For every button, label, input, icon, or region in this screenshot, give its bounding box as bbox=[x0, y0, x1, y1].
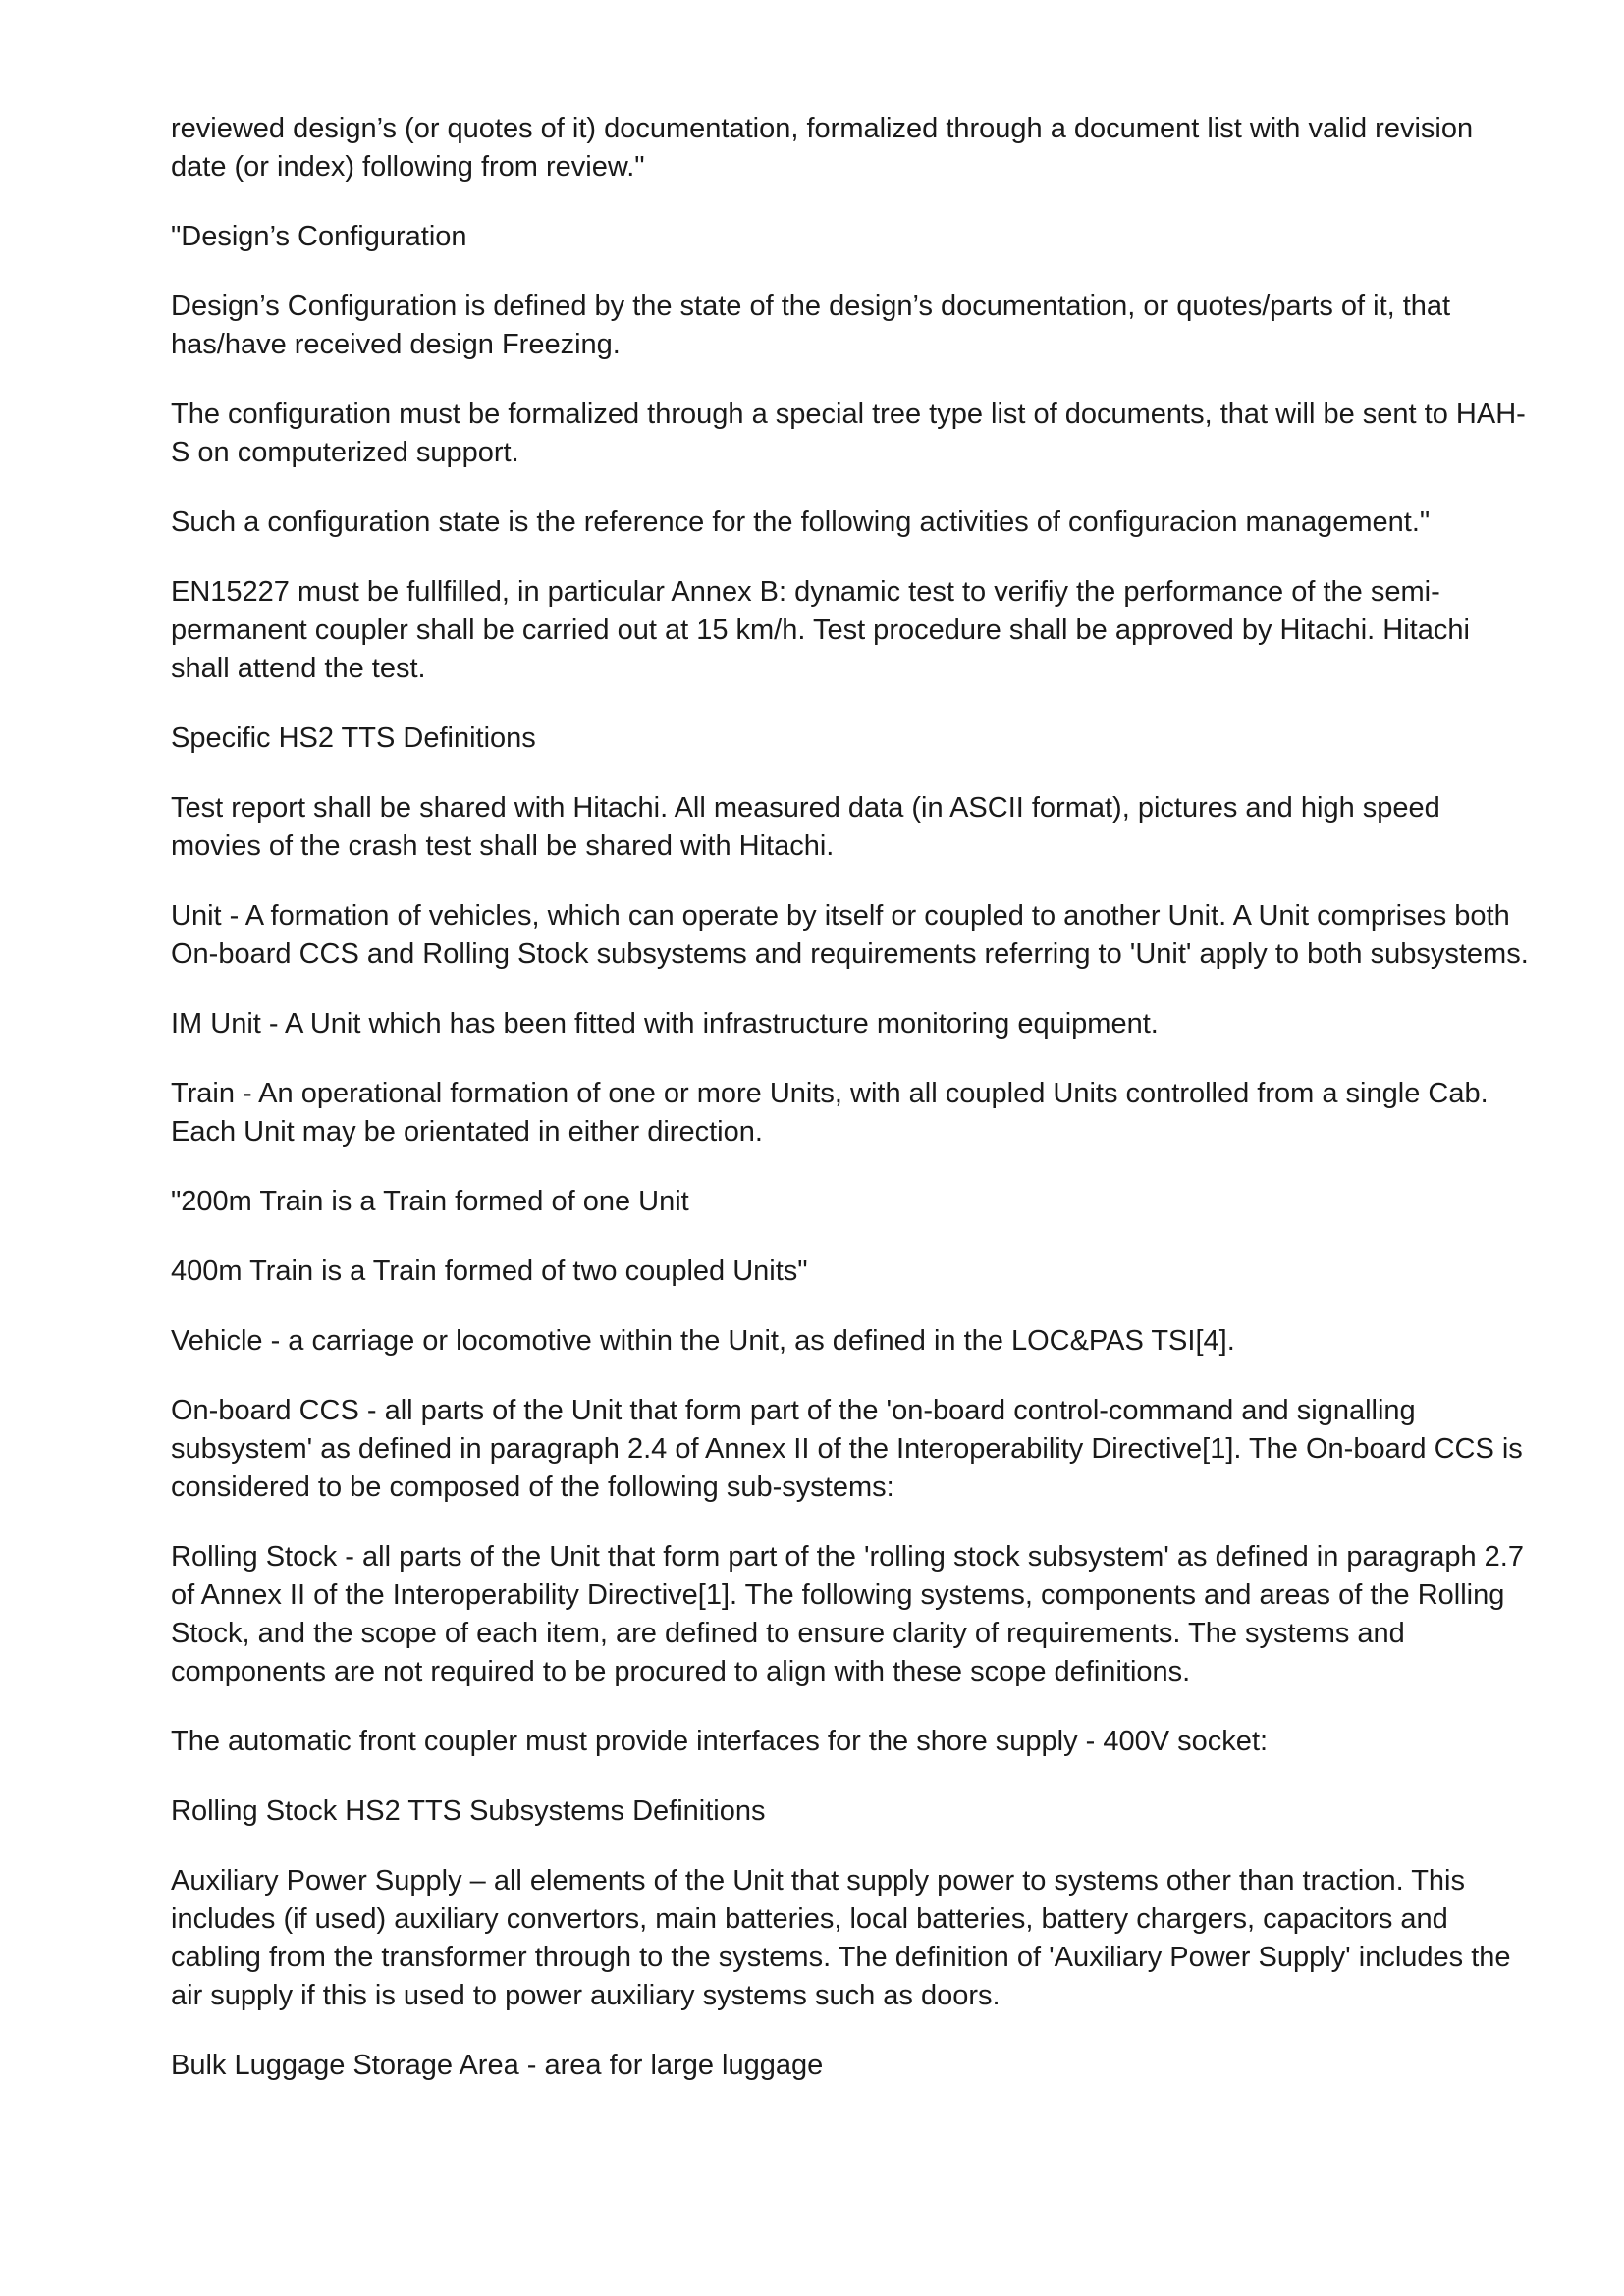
paragraph-200m-train: "200m Train is a Train formed of one Unit bbox=[171, 1186, 689, 1217]
document-page bbox=[171, 110, 1536, 2116]
paragraph-review-documentation: reviewed design’s (or quotes of it) documentation, formalized through a document list with valid revision date (or index) following from review." bbox=[171, 113, 1474, 183]
paragraph-configuration-formalized: The configuration must be formalized through a special tree type list of documents, that will be sent to HAH-S on computerized support. bbox=[171, 399, 1526, 468]
paragraph-design-configuration-definition: Design’s Configuration is defined by the state of the design’s documentation, or quotes/parts of it, that has/have received design Freezing. bbox=[171, 291, 1451, 360]
paragraph-auxiliary-power-supply: Auxiliary Power Supply – all elements of the Unit that supply power to systems other than traction. This includes (if used) auxiliary convertors, main batteries, local batteries, battery chargers, capacitors and cabling from the transformer through to the systems. The definition of 'Auxiliary Power Supply' includes the air supply if this is used to power auxiliary systems such as doors. bbox=[171, 1865, 1511, 2011]
paragraph-design-configuration-heading: "Design’s Configuration bbox=[171, 221, 467, 252]
paragraph-en15227: EN15227 must be fullfilled, in particular Annex B: dynamic test to verifiy the performance of the semi-permanent coupler shall be carried out at 15 km/h. Test procedure shall be approved by Hitachi. Hitachi shall attend the test. bbox=[171, 576, 1470, 684]
paragraph-vehicle-definition: Vehicle - a carriage or locomotive within the Unit, as defined in the LOC&PAS TSI[4]. bbox=[171, 1325, 1235, 1357]
paragraph-configuration-reference: Such a configuration state is the reference for the following activities of configuracion management." bbox=[171, 507, 1431, 538]
paragraph-onboard-ccs-definition: On-board CCS - all parts of the Unit that form part of the 'on-board control-command and signalling subsystem' as defined in paragraph 2.4 of Annex II of the Interoperability Directive[1]. The On-board CCS is considered to be composed of the following sub-systems: bbox=[171, 1395, 1523, 1503]
paragraph-specific-definitions-heading: Specific HS2 TTS Definitions bbox=[171, 722, 536, 754]
paragraph-im-unit-definition: IM Unit - A Unit which has been fitted with infrastructure monitoring equipment. bbox=[171, 1008, 1159, 1040]
paragraph-train-definition: Train - An operational formation of one or more Units, with all coupled Units controlled from a single Cab. Each Unit may be orientated in either direction. bbox=[171, 1078, 1489, 1148]
paragraph-unit-definition: Unit - A formation of vehicles, which can operate by itself or coupled to another Unit. A Unit comprises both On-board CCS and Rolling Stock subsystems and requirements referring to 'Unit' apply to both subsystems. bbox=[171, 900, 1529, 970]
paragraph-front-coupler: The automatic front coupler must provide interfaces for the shore supply - 400V socket: bbox=[171, 1726, 1269, 1757]
paragraph-rolling-stock-definition: Rolling Stock - all parts of the Unit that form part of the 'rolling stock subsystem' as defined in paragraph 2.7 of Annex II of the Interoperability Directive[1]. The following systems, components and areas of the Rolling Stock, and the scope of each item, are defined to ensure clarity of requirements. The systems and components are not required to be procured to align with these scope definitions. bbox=[171, 1541, 1524, 1687]
paragraph-400m-train: 400m Train is a Train formed of two coupled Units" bbox=[171, 1255, 808, 1287]
paragraph-bulk-luggage: Bulk Luggage Storage Area - area for large luggage bbox=[171, 2050, 824, 2081]
paragraph-subsystems-heading: Rolling Stock HS2 TTS Subsystems Definitions bbox=[171, 1795, 766, 1827]
paragraph-test-report: Test report shall be shared with Hitachi. All measured data (in ASCII format), pictures and high speed movies of the crash test shall be shared with Hitachi. bbox=[171, 792, 1440, 862]
